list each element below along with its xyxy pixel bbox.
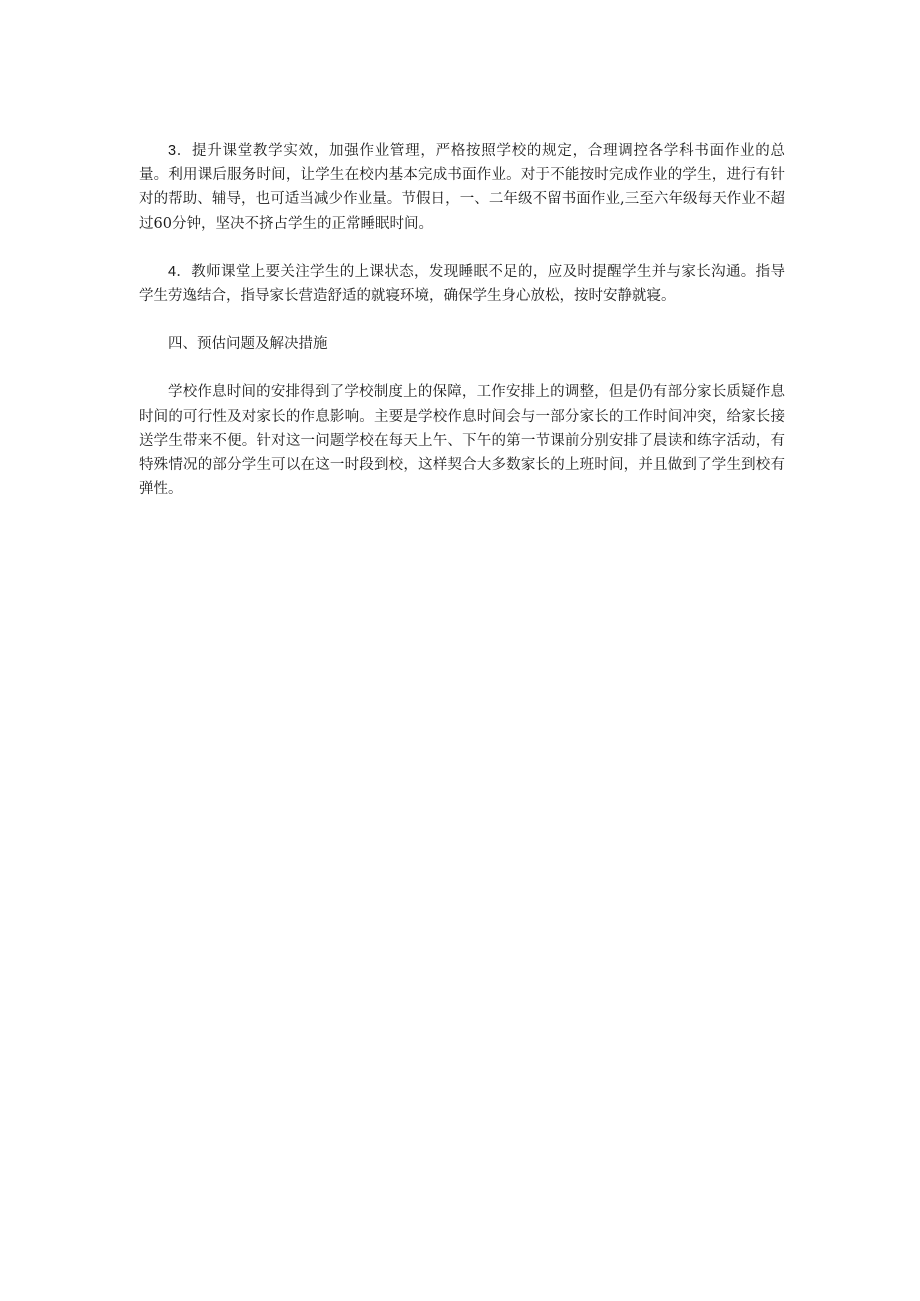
item-number: 4 — [168, 263, 177, 280]
item-number: 3 — [168, 143, 177, 159]
section-heading: 四、预估问题及解决措施 — [168, 336, 328, 353]
document-page — [139, 139, 785, 525]
list-item-4 — [139, 260, 785, 308]
item-text: ．提升课堂教学实效，加强作业管理，严格按照学校的规定，合理调控各学科书面作业的总量。利用课后服务时间，让学生在校内基本完成书面作业。对于不能按时完成作业的学生，进行有针对的帮助、辅导，也可适当减少作业量。节假日，一、二年级不留书面作业,三至六年级每天作业不超过60分钟，坚决不挤占学生的正常睡眠时间。 — [139, 143, 785, 232]
item-text: ．教师课堂上要关注学生的上课状态，发现睡眠不足的，应及时提醒学生并与家长沟通。指导学生劳逸结合，指导家长营造舒适的就寝环境，确保学生身心放松，按时安静就寝。 — [139, 263, 785, 305]
list-item-3 — [139, 139, 785, 236]
section-body: 学校作息时间的安排得到了学校制度上的保障，工作安排上的调整，但是仍有部分家长质疑作息时间的可行性及对家长的作息影响。主要是学校作息时间会与一部分家长的工作时间冲突，给家长接送学生带来不便。针对这一问题学校在每天上午、下午的第一节课前分别安排了晨读和练字活动，有特殊情况的部分学生可以在这一时段到校，这样契合大多数家长的上班时间，并且做到了学生到校有弹性。 — [139, 384, 785, 498]
